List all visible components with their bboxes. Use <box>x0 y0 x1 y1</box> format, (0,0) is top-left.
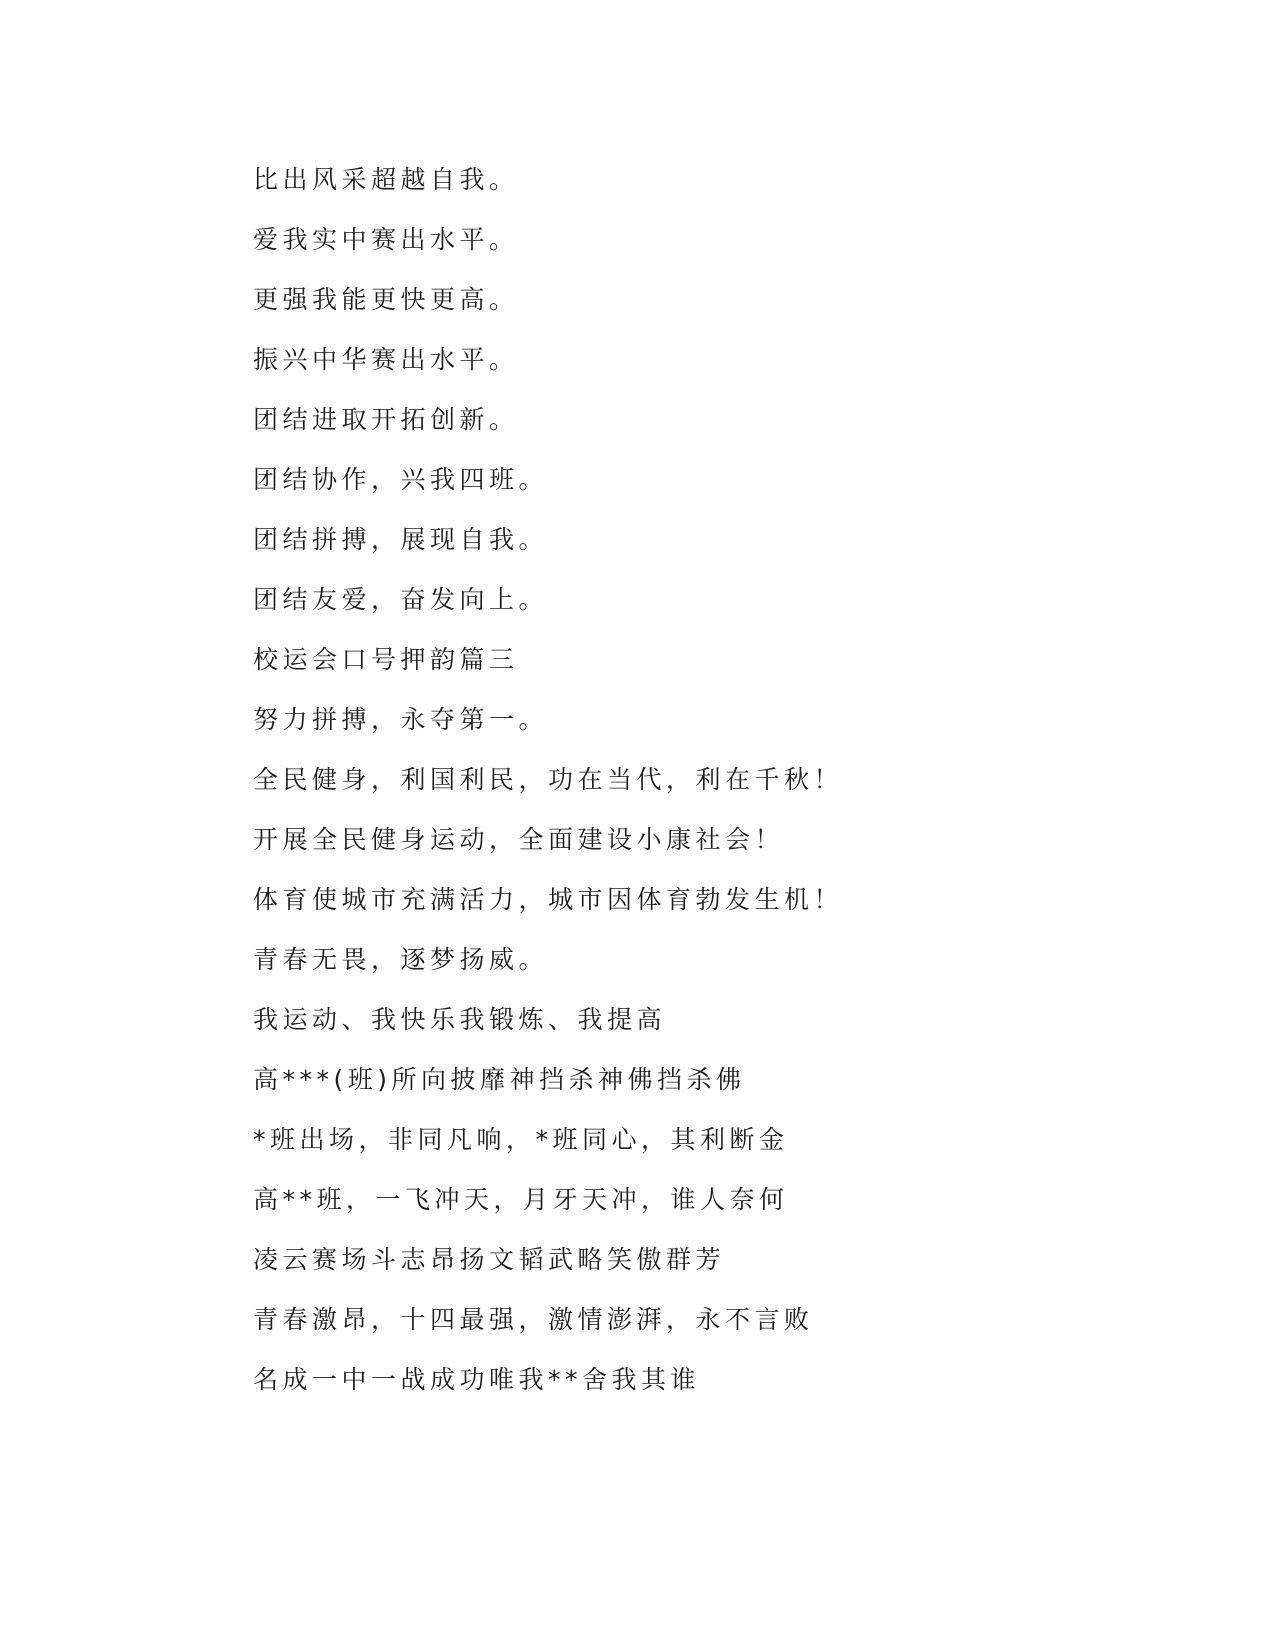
text-line-21: 名成一中一战成功唯我**舍我其谁 <box>253 1365 701 1394</box>
text-line-11: 全民健身，利国利民，功在当代，利在千秋！ <box>253 765 844 794</box>
text-line-7: 团结拼搏，展现自我。 <box>253 525 549 554</box>
text-line-3: 更强我能更快更高。 <box>253 285 519 314</box>
text-line-10: 努力拼搏，永夺第一。 <box>253 705 549 734</box>
text-line-1: 比出风采超越自我。 <box>253 165 519 194</box>
document-body <box>253 160 1153 1420</box>
text-line-18: 高**班，一飞冲天，月牙天冲，谁人奈何 <box>253 1185 789 1214</box>
text-line-19: 凌云赛场斗志昂扬文韬武略笑傲群芳 <box>253 1245 726 1274</box>
text-line-6: 团结协作，兴我四班。 <box>253 465 549 494</box>
text-line-15: 我运动、我快乐我锻炼、我提高 <box>253 1005 667 1034</box>
text-line-5: 团结进取开拓创新。 <box>253 405 519 434</box>
text-line-16: 高***(班)所向披靡神挡杀神佛挡杀佛 <box>253 1065 746 1094</box>
text-line-14: 青春无畏，逐梦扬威。 <box>253 945 549 974</box>
text-line-13: 体育使城市充满活力，城市因体育勃发生机！ <box>253 885 844 914</box>
text-line-4: 振兴中华赛出水平。 <box>253 345 519 374</box>
text-line-12: 开展全民健身运动，全面建设小康社会！ <box>253 825 785 854</box>
text-line-8: 团结友爱，奋发向上。 <box>253 585 549 614</box>
text-line-17: *班出场，非同凡响，*班同心，其利断金 <box>253 1125 789 1154</box>
text-line-20: 青春激昂，十四最强，激情澎湃，永不言败 <box>253 1305 814 1334</box>
section-heading: 校运会口号押韵篇三 <box>253 645 519 674</box>
text-line-2: 爱我实中赛出水平。 <box>253 225 519 254</box>
